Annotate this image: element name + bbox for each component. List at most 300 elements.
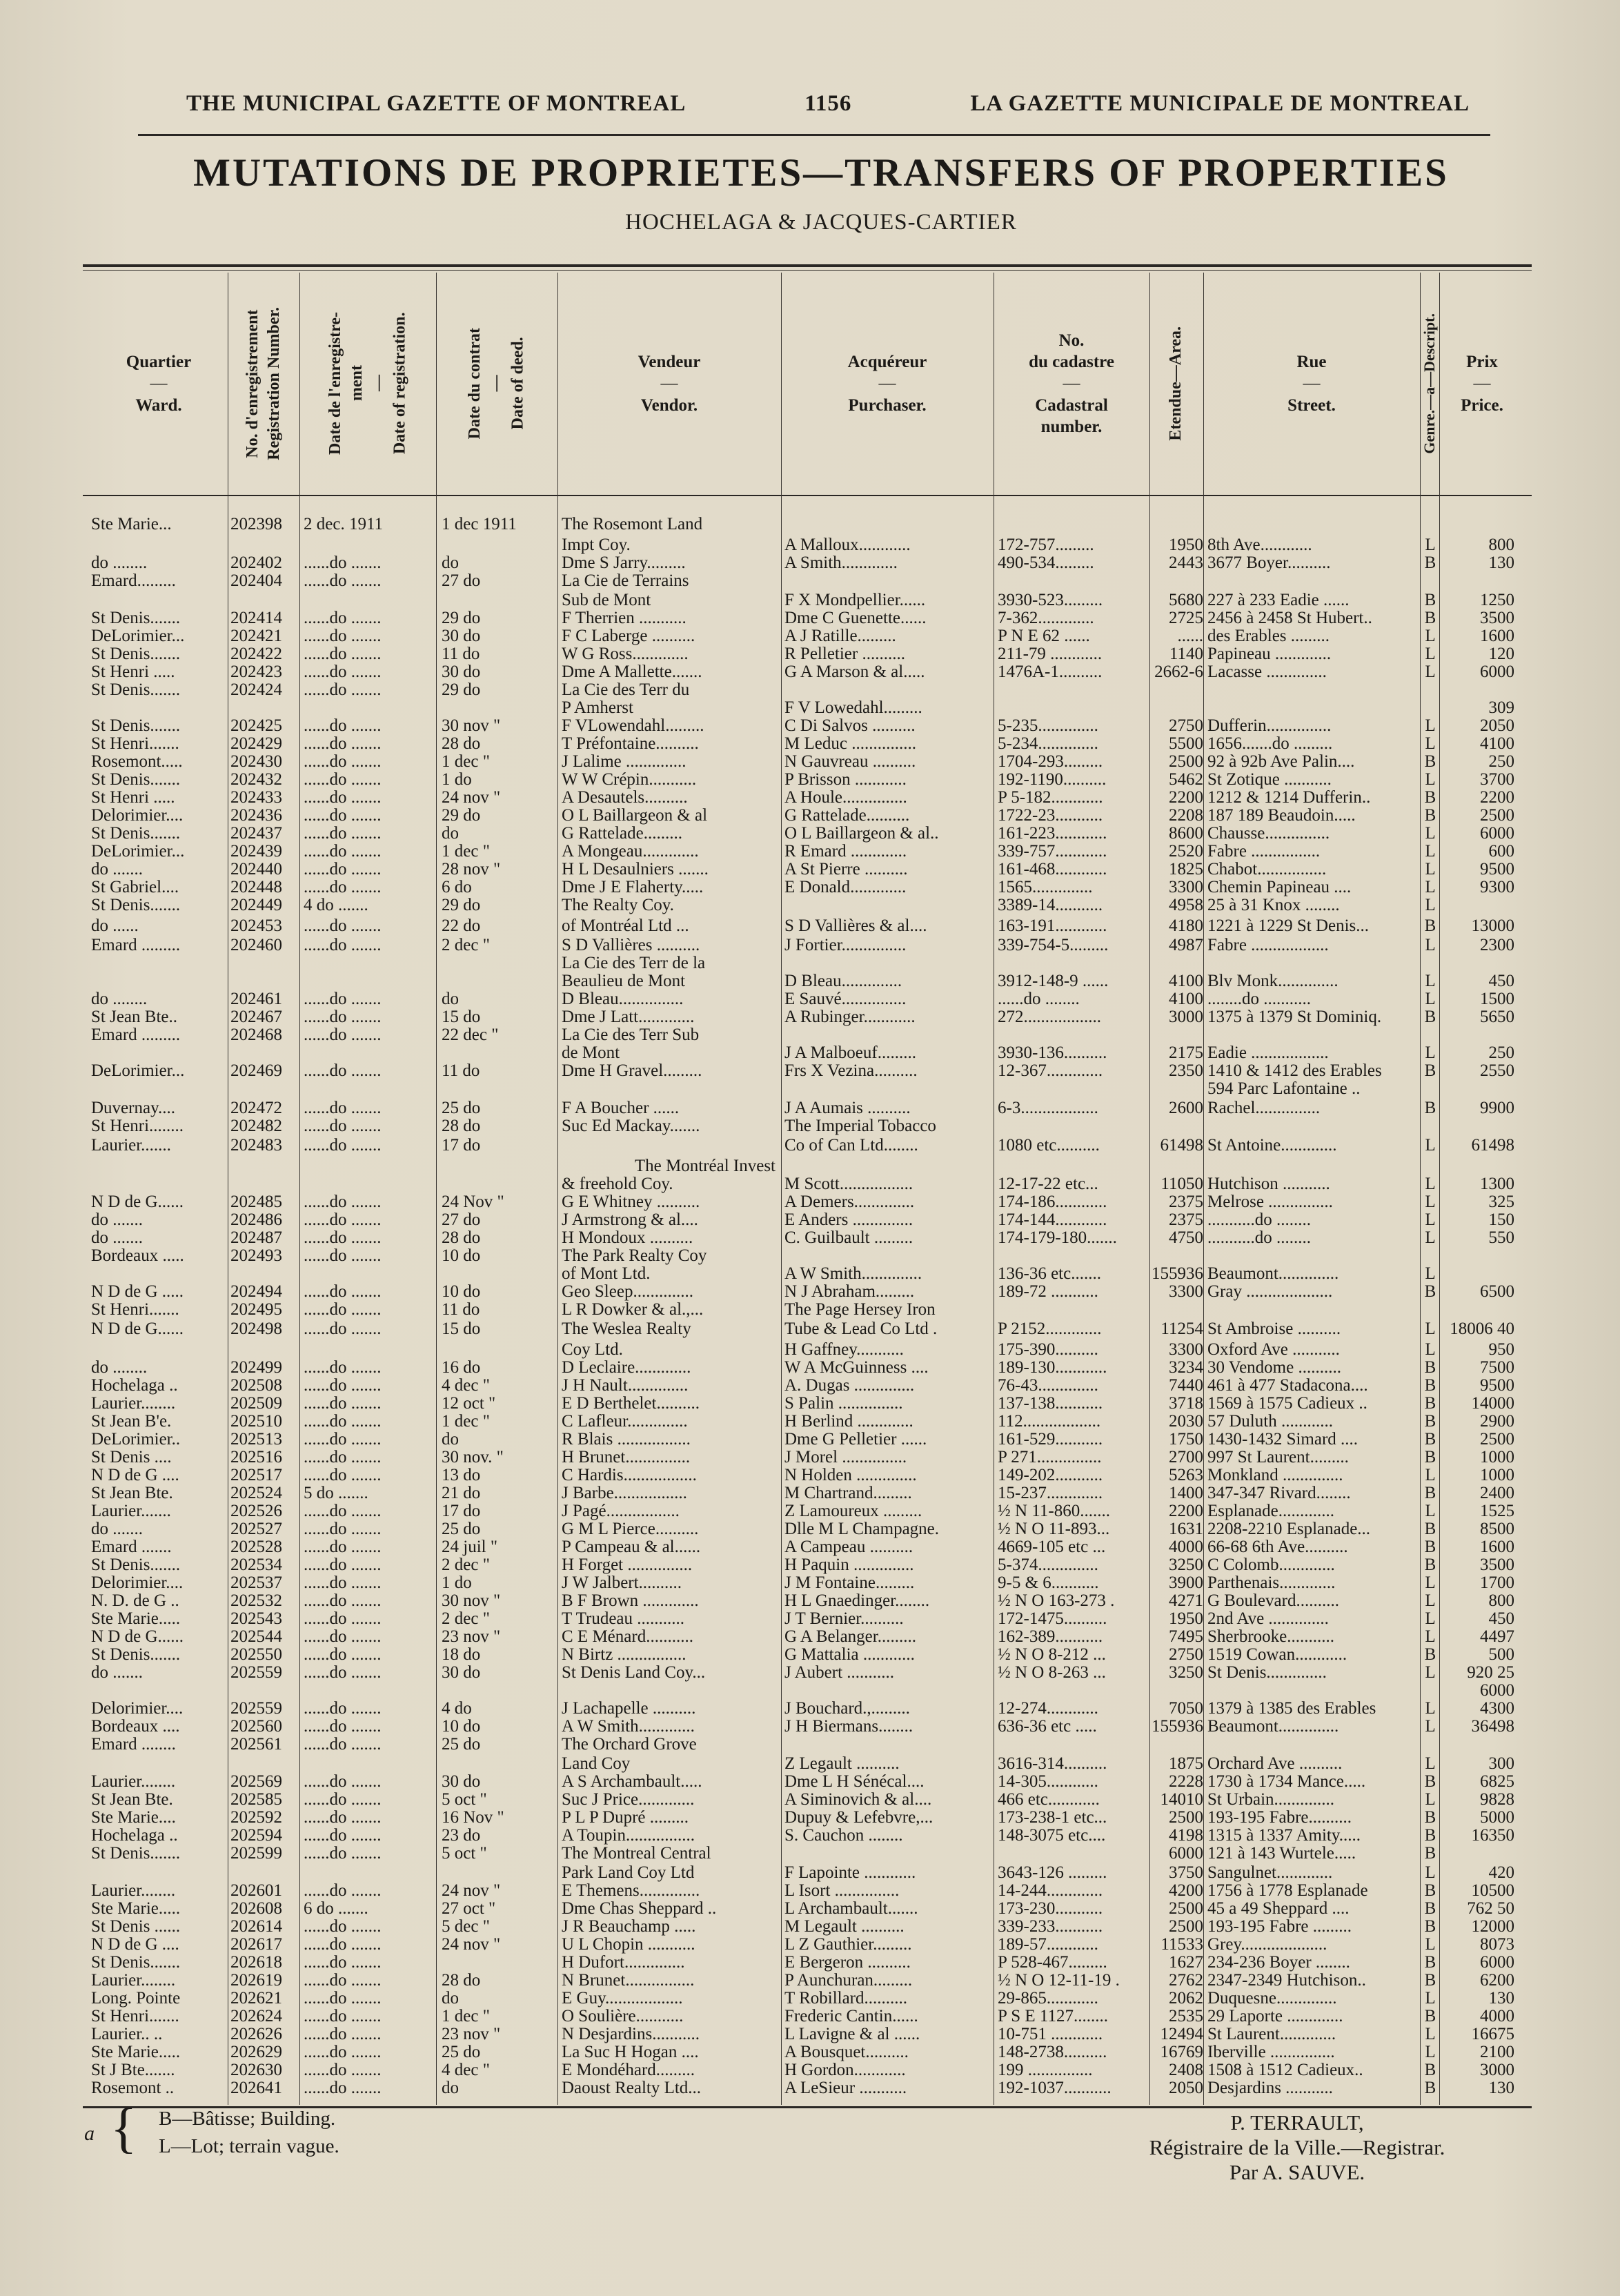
deed-date-cell: 30 do bbox=[442, 627, 481, 645]
header-dash: — bbox=[660, 374, 678, 393]
cadastral-number-cell: P S E 1127........ bbox=[998, 2007, 1108, 2025]
purchaser-cell: Z Lamoureux ......... bbox=[784, 1502, 922, 1520]
description-cell: B bbox=[1424, 1538, 1436, 1556]
registration-number-cell: 202559 bbox=[230, 1699, 282, 1718]
registration-number-cell: 202440 bbox=[230, 860, 282, 879]
cadastral-number-cell: 5-235.............. bbox=[998, 716, 1098, 735]
ward-cell: St Denis....... bbox=[91, 824, 181, 843]
cadastral-number-cell: 3912-148-9 ...... bbox=[998, 972, 1109, 990]
vendor-cell: C E Ménard........... bbox=[562, 1627, 693, 1646]
street-cell: 1379 à 1385 des Erables bbox=[1207, 1699, 1376, 1718]
vendor-cell: D Bleau............... bbox=[562, 990, 684, 1008]
deed-date-cell: 21 do bbox=[442, 1484, 481, 1502]
area-cell: 3300 bbox=[1169, 878, 1203, 896]
description-cell: B bbox=[1424, 1844, 1436, 1863]
area-cell: 6000 bbox=[1169, 1844, 1203, 1863]
ward-cell: St Denis....... bbox=[91, 716, 181, 735]
area-cell: 4100 bbox=[1169, 972, 1203, 990]
header-dash: — bbox=[487, 375, 506, 392]
regno-header-fr: No. d'enregistrement bbox=[243, 309, 261, 458]
purchaser-cell: C Di Salvos .......... bbox=[784, 716, 916, 735]
purchaser-cell: G A Marson & al..... bbox=[784, 663, 925, 681]
street-cell: 92 à 92b Ave Palin.... bbox=[1207, 752, 1355, 771]
description-cell: L bbox=[1425, 536, 1436, 554]
area-cell: 2662-6 bbox=[1154, 663, 1203, 681]
registration-number-cell: 202617 bbox=[230, 1935, 282, 1954]
street-cell: Lacasse .............. bbox=[1207, 663, 1327, 681]
ward-cell: Emard ........ bbox=[91, 1735, 176, 1754]
vendor-header-fr: Vendeur bbox=[638, 353, 701, 372]
vendor-cell: J Armstrong & al.... bbox=[562, 1210, 698, 1229]
price-cell: 1700 bbox=[1480, 1573, 1514, 1592]
vendor-cell: de Mont bbox=[562, 1043, 620, 1062]
purchaser-cell: A. Dugas .............. bbox=[784, 1376, 915, 1395]
vendor-cell: Dme H Gravel......... bbox=[562, 1061, 702, 1080]
vendor-cell: G E Whitney .......... bbox=[562, 1193, 700, 1211]
price-cell: 3700 bbox=[1480, 770, 1514, 789]
vendor-cell: Dme S Jarry......... bbox=[562, 553, 686, 572]
purchaser-cell: E Donald............. bbox=[784, 878, 907, 896]
price-cell: 1600 bbox=[1480, 1538, 1514, 1556]
purchaser-cell: Frederic Cantin...... bbox=[784, 2007, 918, 2025]
deed-date-cell: 1 do bbox=[442, 770, 472, 789]
cadastral-number-cell: 12-274............ bbox=[998, 1699, 1098, 1718]
ward-cell: Ste Marie..... bbox=[91, 2043, 181, 2061]
deed-date-cell: 13 do bbox=[442, 1466, 481, 1484]
column-header-cadastral bbox=[995, 273, 1148, 495]
registration-number-cell: 202528 bbox=[230, 1538, 282, 1556]
description-cell: L bbox=[1425, 645, 1436, 663]
cadastral-number-cell: 14-244............. bbox=[998, 1881, 1103, 1900]
price-cell: 450 bbox=[1488, 972, 1514, 990]
ward-cell: St Denis .... bbox=[91, 1448, 172, 1466]
street-cell: St Zotique ........... bbox=[1207, 770, 1332, 789]
cadastral-number-cell: 5-374.............. bbox=[998, 1556, 1098, 1574]
header-dash: — bbox=[369, 375, 387, 392]
deed-date-cell: 1 dec " bbox=[442, 842, 490, 861]
registration-date-cell: ......do ....... bbox=[304, 1573, 382, 1592]
ward-cell: Ste Marie.... bbox=[91, 1808, 176, 1827]
registration-number-cell: 202510 bbox=[230, 1412, 282, 1431]
cadastral-number-cell: 174-179-180....... bbox=[998, 1228, 1117, 1247]
purchaser-cell: T Robillard.......... bbox=[784, 1989, 908, 2008]
area-cell: 1400 bbox=[1169, 1484, 1203, 1502]
street-cell: 1221 à 1229 St Denis... bbox=[1207, 916, 1370, 935]
cadastral-number-cell: 272.................. bbox=[998, 1008, 1101, 1026]
registration-number-cell: 202509 bbox=[230, 1394, 282, 1413]
registration-number-cell: 202449 bbox=[230, 896, 282, 914]
registration-date-cell: ......do ....... bbox=[304, 1210, 382, 1229]
registration-date-cell: ......do ....... bbox=[304, 1061, 382, 1080]
area-cell: 2200 bbox=[1169, 1502, 1203, 1520]
registration-date-cell: ......do ....... bbox=[304, 2061, 382, 2079]
purchaser-cell: P Aunchuran......... bbox=[784, 1971, 913, 1990]
deed-date-cell: 10 do bbox=[442, 1282, 481, 1301]
purchaser-cell: J T Bernier.......... bbox=[784, 1609, 904, 1628]
deed-date-cell: 27 do bbox=[442, 571, 481, 590]
registration-date-cell: ......do ....... bbox=[304, 916, 382, 935]
purchaser-cell: J Fortier............... bbox=[784, 936, 907, 954]
cadastral-number-cell: 3616-314.......... bbox=[998, 1754, 1107, 1773]
registration-number-cell: 202494 bbox=[230, 1282, 282, 1301]
area-cell: 2535 bbox=[1169, 2007, 1203, 2025]
description-cell: L bbox=[1425, 1627, 1436, 1646]
ward-cell: St J Bte....... bbox=[91, 2061, 175, 2079]
vendor-cell: St Denis Land Coy... bbox=[562, 1663, 706, 1682]
vendor-cell: F Therrien ........... bbox=[562, 609, 686, 627]
area-cell: 2500 bbox=[1169, 752, 1203, 771]
price-cell: 6000 bbox=[1480, 824, 1514, 843]
purchaser-cell: S Palin ............... bbox=[784, 1394, 903, 1413]
registration-date-cell: ......do ....... bbox=[304, 1971, 382, 1990]
price-cell: 2200 bbox=[1480, 788, 1514, 807]
description-cell: B bbox=[1424, 1917, 1436, 1936]
street-cell: Beaumont.............. bbox=[1207, 1717, 1339, 1736]
vendor-cell: T Préfontaine.......... bbox=[562, 734, 699, 753]
area-cell: 2600 bbox=[1169, 1099, 1203, 1117]
deed-date-cell: 24 juil " bbox=[442, 1538, 498, 1556]
purchaser-cell: Co of Can Ltd........ bbox=[784, 1136, 918, 1155]
ward-cell: N D de G .... bbox=[91, 1466, 179, 1484]
vendor-cell: E Guy.................. bbox=[562, 1989, 683, 2008]
purchaser-cell: A St Pierre .......... bbox=[784, 860, 908, 879]
street-cell: Eadie .................. bbox=[1207, 1043, 1329, 1062]
purchaser-cell: Dlle M L Champagne. bbox=[784, 1520, 940, 1538]
street-cell: 30 Vendome .......... bbox=[1207, 1358, 1341, 1377]
description-cell: B bbox=[1424, 752, 1436, 771]
cadastral-number-cell: 174-186............ bbox=[998, 1193, 1107, 1211]
deed-date-cell: 18 do bbox=[442, 1645, 481, 1664]
table-top-rule bbox=[83, 264, 1532, 267]
registration-number-cell: 202618 bbox=[230, 1953, 282, 1972]
vendor-cell: L R Dowker & al.,... bbox=[562, 1300, 704, 1319]
area-cell: 2725 bbox=[1169, 609, 1203, 627]
price-cell: 5650 bbox=[1480, 1008, 1514, 1026]
street-cell: 25 à 31 Knox ........ bbox=[1207, 896, 1340, 914]
regdate-header-text bbox=[325, 312, 411, 455]
area-cell: 11254 bbox=[1160, 1319, 1203, 1338]
registration-number-cell: 202626 bbox=[230, 2025, 282, 2043]
ward-cell: Emard ......... bbox=[91, 1026, 181, 1044]
ward-cell: do ....... bbox=[91, 1228, 143, 1247]
registration-number-cell: 202485 bbox=[230, 1193, 282, 1211]
street-cell: Fabre ................ bbox=[1207, 842, 1321, 861]
registration-number-cell: 202559 bbox=[230, 1663, 282, 1682]
area-cell: 2700 bbox=[1169, 1448, 1203, 1466]
cadastral-number-cell: 14-305............ bbox=[998, 1772, 1098, 1791]
street-cell: Chabot................ bbox=[1207, 860, 1327, 879]
registration-number-cell: 202629 bbox=[230, 2043, 282, 2061]
vendor-cell: Impt Coy. bbox=[562, 536, 631, 554]
description-cell: L bbox=[1425, 1136, 1436, 1155]
header-bottom-rule bbox=[83, 495, 1532, 496]
cadastral-number-cell: 172-757......... bbox=[998, 536, 1094, 554]
deed-date-cell: 16 Nov " bbox=[442, 1808, 504, 1827]
ward-cell: St Henri....... bbox=[91, 1300, 179, 1319]
registration-number-cell: 202398 bbox=[230, 515, 282, 533]
regno-header-en: Registration Number. bbox=[265, 307, 283, 460]
header-dash: — bbox=[150, 374, 168, 393]
price-cell: 800 bbox=[1488, 536, 1514, 554]
vendor-cell: La Suc H Hogan .... bbox=[562, 2043, 699, 2061]
ward-cell: St Denis....... bbox=[91, 645, 181, 663]
purchaser-cell: F Lapointe ............ bbox=[784, 1863, 916, 1882]
cadastral-number-cell: 1722-23........... bbox=[998, 806, 1103, 825]
purchaser-cell: C. Guilbault ......... bbox=[784, 1228, 913, 1247]
purchaser-cell: H Gordon............ bbox=[784, 2061, 906, 2079]
area-cell: 2200 bbox=[1169, 788, 1203, 807]
purchaser-cell: A J Ratille......... bbox=[784, 627, 896, 645]
description-cell: B bbox=[1424, 1484, 1436, 1502]
ward-cell: St Henri ..... bbox=[91, 663, 175, 681]
street-cell: St Urbain.............. bbox=[1207, 1790, 1335, 1809]
street-cell: Gray .................... bbox=[1207, 1282, 1333, 1301]
registration-date-cell: ......do ....... bbox=[304, 770, 382, 789]
description-cell: L bbox=[1425, 1340, 1436, 1359]
street-cell: 187 189 Beaudoin..... bbox=[1207, 806, 1356, 825]
price-cell: 9500 bbox=[1480, 860, 1514, 879]
street-cell: 2456 à 2458 St Hubert.. bbox=[1207, 609, 1372, 627]
column-header-regdate bbox=[301, 273, 435, 495]
vendor-cell: A W Smith............. bbox=[562, 1717, 695, 1736]
description-cell: L bbox=[1425, 1989, 1436, 2008]
street-cell: 461 à 477 Stadacona.... bbox=[1207, 1376, 1368, 1395]
price-cell: 2300 bbox=[1480, 936, 1514, 954]
vendor-cell: N Brunet................ bbox=[562, 1971, 695, 1990]
purchaser-cell: Z Legault .......... bbox=[784, 1754, 900, 1773]
column-header-area bbox=[1151, 273, 1202, 495]
registration-date-cell: ......do ....... bbox=[304, 1228, 382, 1247]
ward-cell: DeLorimier... bbox=[91, 842, 185, 861]
description-cell: L bbox=[1425, 1717, 1436, 1736]
street-cell: 193-195 Fabre ......... bbox=[1207, 1917, 1352, 1936]
purchaser-cell: A Bousquet.......... bbox=[784, 2043, 909, 2061]
vendor-cell: The Realty Coy. bbox=[562, 896, 674, 914]
registration-date-cell: ......do ....... bbox=[304, 1026, 382, 1044]
cadastral-number-cell: 161-468............ bbox=[998, 860, 1107, 879]
price-cell: 500 bbox=[1488, 1645, 1514, 1664]
ward-cell: Rosemont .. bbox=[91, 2079, 175, 2097]
deed-date-cell: do bbox=[442, 1989, 459, 2008]
ward-cell: St Denis ...... bbox=[91, 1917, 181, 1936]
registration-date-cell: ......do ....... bbox=[304, 806, 382, 825]
ward-cell: St Denis....... bbox=[91, 770, 181, 789]
ward-cell: Laurier........ bbox=[91, 1394, 176, 1413]
description-cell: B bbox=[1424, 1448, 1436, 1466]
deed-date-cell: 30 do bbox=[442, 1772, 481, 1791]
purchaser-cell: E Sauvé............... bbox=[784, 990, 907, 1008]
price-cell: 1000 bbox=[1480, 1466, 1514, 1484]
ward-cell: Laurier....... bbox=[91, 1502, 171, 1520]
table-row bbox=[0, 1079, 1620, 1099]
ward-cell: St Jean Bte. bbox=[91, 1790, 173, 1809]
registration-number-cell: 202550 bbox=[230, 1645, 282, 1664]
cadastral-number-cell: 161-529........... bbox=[998, 1430, 1103, 1449]
column-header-buyer bbox=[782, 273, 992, 495]
ward-cell: Long. Pointe bbox=[91, 1989, 181, 2008]
registration-number-cell: 202429 bbox=[230, 734, 282, 753]
price-cell: 1300 bbox=[1480, 1175, 1514, 1193]
registrar-signature bbox=[1083, 2110, 1511, 2185]
area-cell: 2443 bbox=[1169, 553, 1203, 572]
description-cell: L bbox=[1425, 1193, 1436, 1211]
deed-date-cell: 25 do bbox=[442, 2043, 481, 2061]
header-dash: — bbox=[1473, 374, 1491, 393]
registration-date-cell: ......do ....... bbox=[304, 1645, 382, 1664]
deed-date-cell: 4 do bbox=[442, 1699, 472, 1718]
ward-cell: St Denis....... bbox=[91, 1645, 181, 1664]
registration-date-cell: ......do ....... bbox=[304, 716, 382, 735]
ward-cell: St Henri........ bbox=[91, 1117, 184, 1135]
registration-number-cell: 202534 bbox=[230, 1556, 282, 1574]
purchaser-cell: F X Mondpellier...... bbox=[784, 591, 926, 609]
street-cell: ........do ........... bbox=[1207, 990, 1311, 1008]
purchaser-cell: L Isort ............... bbox=[784, 1881, 900, 1900]
legend-lot: L—Lot; terrain vague. bbox=[159, 2135, 339, 2157]
vendor-cell: S D Vallières .......... bbox=[562, 936, 700, 954]
vendor-cell: F A Boucher ...... bbox=[562, 1099, 680, 1117]
deed-date-cell: 5 oct " bbox=[442, 1844, 487, 1863]
street-cell: Sherbrooke........... bbox=[1207, 1627, 1334, 1646]
vendor-cell: La Cie des Terr Sub bbox=[562, 1026, 700, 1044]
vendor-cell: H Dufort.............. bbox=[562, 1953, 685, 1972]
table-row bbox=[0, 1843, 1620, 1864]
vendor-cell: Beaulieu de Mont bbox=[562, 972, 686, 990]
description-cell: L bbox=[1425, 2043, 1436, 2061]
street-cell: Blv Monk.............. bbox=[1207, 972, 1339, 990]
street-cell: 57 Duluth ............ bbox=[1207, 1412, 1333, 1431]
registration-number-cell: 202526 bbox=[230, 1502, 282, 1520]
area-cell: 16769 bbox=[1160, 2043, 1203, 2061]
page-subtitle: HOCHELAGA & JACQUES-CARTIER bbox=[625, 210, 1017, 235]
street-header-fr: Rue bbox=[1296, 353, 1327, 372]
vendor-cell: O L Baillargeon & al bbox=[562, 806, 708, 825]
registration-date-cell: ......do ....... bbox=[304, 842, 382, 861]
deed-date-cell: 17 do bbox=[442, 1136, 481, 1155]
ward-cell: Ste Marie..... bbox=[91, 1899, 181, 1918]
deed-date-cell: 2 dec " bbox=[442, 1556, 490, 1574]
registration-date-cell: ......do ....... bbox=[304, 1826, 382, 1845]
vendor-cell: La Cie des Terr du bbox=[562, 680, 690, 699]
cadastral-header-en: Cadastral bbox=[1035, 395, 1108, 415]
area-cell: 11533 bbox=[1160, 1935, 1203, 1954]
purchaser-cell: M Chartrand......... bbox=[784, 1484, 912, 1502]
cadastral-number-cell: 148-2738.......... bbox=[998, 2043, 1107, 2061]
ward-cell: Rosemont..... bbox=[91, 752, 183, 771]
vendor-cell: J W Jalbert.......... bbox=[562, 1573, 682, 1592]
registration-date-cell: ......do ....... bbox=[304, 936, 382, 954]
regdate-header-fr2: ment bbox=[347, 366, 366, 402]
deed-date-cell: 27 do bbox=[442, 1210, 481, 1229]
area-cell: 2030 bbox=[1169, 1412, 1203, 1431]
purchaser-cell: Dme G Pelletier ...... bbox=[784, 1430, 927, 1449]
ward-cell: St Jean Bte.. bbox=[91, 1008, 177, 1026]
description-cell: B bbox=[1424, 1808, 1436, 1827]
purchaser-cell: G Rattelade.......... bbox=[784, 806, 910, 825]
registration-number-cell: 202432 bbox=[230, 770, 282, 789]
vendor-cell: H Mondoux .......... bbox=[562, 1228, 693, 1247]
price-cell: 4000 bbox=[1480, 2007, 1514, 2025]
price-cell: 1600 bbox=[1480, 627, 1514, 645]
deed-date-cell: 2 dec " bbox=[442, 1609, 490, 1628]
purchaser-cell: L Z Gauthier......... bbox=[784, 1935, 912, 1954]
cadastral-number-cell: ½ N 11-860....... bbox=[998, 1502, 1110, 1520]
area-cell: 4987 bbox=[1169, 936, 1203, 954]
purchaser-cell: O L Baillargeon & al.. bbox=[784, 824, 939, 843]
description-cell: B bbox=[1424, 788, 1436, 807]
street-cell: 1430-1432 Simard .... bbox=[1207, 1430, 1359, 1449]
registration-date-cell: ......do ....... bbox=[304, 1099, 382, 1117]
registration-number-cell: 202516 bbox=[230, 1448, 282, 1466]
vendor-cell: J Lachapelle .......... bbox=[562, 1699, 696, 1718]
deed-date-cell: do bbox=[442, 553, 459, 572]
registration-number-cell: 202560 bbox=[230, 1717, 282, 1736]
street-cell: Papineau ............. bbox=[1207, 645, 1332, 663]
area-cell: 2762 bbox=[1169, 1971, 1203, 1990]
cadastral-number-cell: 149-202........... bbox=[998, 1466, 1103, 1484]
deed-date-cell: 17 do bbox=[442, 1502, 481, 1520]
registration-date-cell: ......do ....... bbox=[304, 1193, 382, 1211]
registration-number-cell: 202423 bbox=[230, 663, 282, 681]
purchaser-cell: J H Biermans........ bbox=[784, 1717, 913, 1736]
deed-date-cell: 29 do bbox=[442, 896, 481, 914]
area-cell: 2350 bbox=[1169, 1061, 1203, 1080]
registration-number-cell: 202448 bbox=[230, 878, 282, 896]
street-cell: Fabre .................. bbox=[1207, 936, 1329, 954]
description-cell: L bbox=[1425, 1863, 1436, 1882]
deed-date-cell: 24 nov " bbox=[442, 1935, 501, 1954]
column-header-street bbox=[1205, 273, 1419, 495]
registration-date-cell: ......do ....... bbox=[304, 1412, 382, 1431]
registration-date-cell: ......do ....... bbox=[304, 1790, 382, 1809]
vendor-cell: O Soulière........... bbox=[562, 2007, 684, 2025]
price-cell: 800 bbox=[1488, 1591, 1514, 1610]
description-cell: B bbox=[1424, 1394, 1436, 1413]
ward-cell: do ........ bbox=[91, 990, 148, 1008]
cadastral-number-cell: 339-757............ bbox=[998, 842, 1107, 861]
price-cell: 5000 bbox=[1480, 1808, 1514, 1827]
deed-date-cell: 2 dec " bbox=[442, 936, 490, 954]
deed-date-cell: 1 dec " bbox=[442, 2007, 490, 2025]
street-cell: 1730 à 1734 Mance..... bbox=[1207, 1772, 1366, 1791]
registration-number-cell: 202483 bbox=[230, 1136, 282, 1155]
price-cell: 9500 bbox=[1480, 1376, 1514, 1395]
price-cell: 2050 bbox=[1480, 716, 1514, 735]
ward-cell: Duvernay.... bbox=[91, 1099, 175, 1117]
description-cell: B bbox=[1424, 1953, 1436, 1972]
vendor-cell: F VLowendahl......... bbox=[562, 716, 704, 735]
price-cell: 250 bbox=[1488, 1043, 1514, 1062]
registration-number-cell: 202402 bbox=[230, 553, 282, 572]
cadastral-number-cell: 148-3075 etc.... bbox=[998, 1826, 1106, 1845]
registration-number-cell: 202621 bbox=[230, 1989, 282, 2008]
vendor-cell: N Birtz ................ bbox=[562, 1645, 686, 1664]
registration-date-cell: ......do ....... bbox=[304, 1282, 382, 1301]
desc-header-text: Genre.—a—Descript. bbox=[1420, 313, 1438, 454]
street-cell: 997 St Laurent......... bbox=[1207, 1448, 1349, 1466]
ward-cell: N. D. de G .. bbox=[91, 1591, 179, 1610]
description-cell: L bbox=[1425, 1609, 1436, 1628]
deed-date-cell: 11 do bbox=[442, 645, 480, 663]
description-cell: B bbox=[1424, 916, 1436, 935]
deed-date-cell: do bbox=[442, 824, 459, 843]
deed-date-cell: 30 nov " bbox=[442, 1591, 501, 1610]
description-cell: B bbox=[1424, 1430, 1436, 1449]
registration-date-cell: ......do ....... bbox=[304, 734, 382, 753]
street-cell: Iberville ............... bbox=[1207, 2043, 1335, 2061]
vendor-cell: A S Archambault..... bbox=[562, 1772, 702, 1791]
cadastral-number-cell: 4669-105 etc ... bbox=[998, 1538, 1106, 1556]
